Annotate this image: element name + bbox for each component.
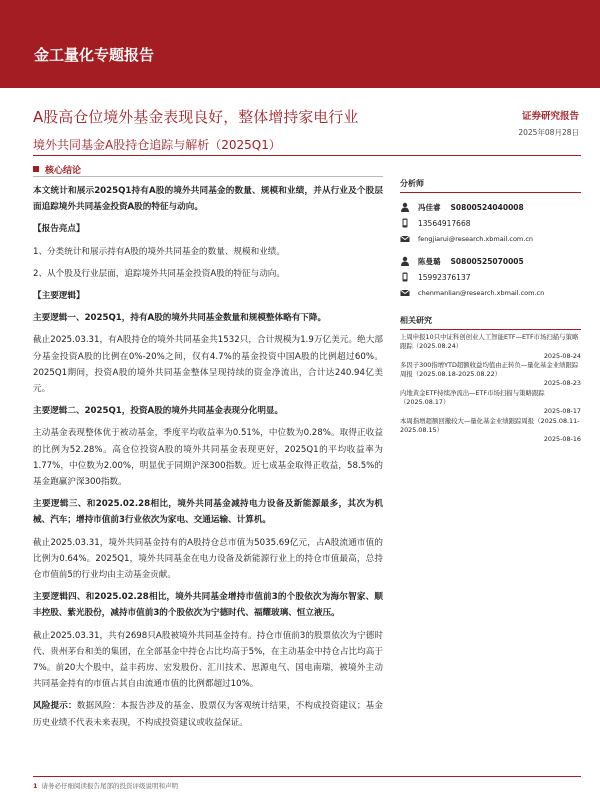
page-number: 1 [33, 782, 38, 790]
related-item-text: 上周申报10只中证科创创业人工智能ETF—ETF市场扫描与策略跟踪（2025.08.24） [400, 333, 579, 351]
report-title: A股高仓位境外基金表现良好，整体增持家电行业 [33, 108, 359, 126]
report-subtitle: 境外共同基金A股持仓追踪与解析（2025Q1） [33, 138, 281, 152]
related-item-date: 2025-08-23 [543, 379, 581, 388]
risk-note [33, 698, 383, 730]
related-item[interactable] [400, 389, 581, 417]
related-item[interactable] [400, 361, 581, 389]
title-divider [33, 155, 581, 156]
footer-divider [33, 776, 581, 777]
logic-text: 主动基金表现整体优于被动基金，季度平均收益率为0.51%，中位数为0.28%。取得正收益的比例为52.28%。高仓位投资A股的境外共同基金表现更好，2025Q1的平均收益率为1.77%，中位数为2.00%，明显优于同期沪深300指数。近七成基金取得正收益，58.5%的基金跑赢沪深300指数。 [33, 428, 383, 488]
phone-icon [400, 218, 410, 228]
logic-text: 截止2025.03.31，共有2698只A股被境外共同基金持有。持仓市值前3的股票依次为宁德时代、贵州茅台和美的集团，在全部基金中持仓占比均高于5%，在主动基金中持仓占比均高于7%。前20大个股中，益丰药房、宏发股份、汇川技术、思源电气、国电南瑞，被境外主动共同基金持有的市值占其自由流通市值的比例都超过10%。 [33, 630, 383, 690]
footer [33, 781, 178, 790]
analyst-code: S0800524040008 [450, 202, 524, 212]
logic-head: 主要逻辑二、2025Q1，投资A股的境外共同基金表现分化明显。 [33, 406, 284, 417]
logic-text: 截止2025.03.31，有A股持仓的境外共同基金共1532只，合计规模为1.9万亿美元。绝大部分基金投资A股的比例在0%-20%之间，仅有4.7%的基金投资中国A股的比例超过60%。2025Q1期间，投资A股的境外共同基金整体呈现持续的资金净流出，合计达240.94亿美元。 [33, 335, 383, 395]
logic-head: 主要逻辑四、和2025.02.28相比，境外共同基金增持市值前3的个股依次为海尔智家、顺丰控股、紫光股份，减持市值前3的个股依次为宁德时代、福耀玻璃、恒立液压。 [33, 592, 383, 619]
related-item[interactable] [400, 333, 581, 361]
analyst-code: S0800525070005 [450, 256, 524, 266]
analyst-email[interactable]: fengjiarui@research.xbmail.com.cn [418, 235, 534, 243]
person-icon [400, 256, 410, 266]
core-divider [33, 176, 383, 177]
person-icon [400, 202, 410, 212]
logic-text: 截止2025.03.31，境外共同基金持有的A股持仓总市值为5035.69亿元，占A股流通市值的比例为0.64%。2025Q1，境外共同基金在电力设备及新能源行业上的持仓市值最高，总持仓市值前5的行业均由主动基金贡献。 [33, 537, 383, 581]
analyst-name: 陈曼璐 [418, 256, 441, 266]
related-item-text: 多因子300指增YTD超额收益均值由正转负—量化基金业绩跟踪周报（2025.08.18-2025.08.22） [400, 360, 579, 379]
related-item-date: 2025-08-16 [543, 435, 581, 444]
related-item-date: 2025-08-17 [543, 407, 581, 416]
risk-text: 数据风险：本报告涉及的基金、股票仅为客观统计结果，不构成投资建议；基金历史业绩不代表未来表现，不构成投资建议或收益保证。 [33, 701, 383, 728]
related-item-text: 内地黄金ETF持续净流出—ETF市场扫描与策略跟踪（2025.08.17） [400, 388, 545, 407]
risk-label: 风险提示： [33, 701, 77, 712]
logic-head: 主要逻辑一、2025Q1，持有A股的境外共同基金数量和规模整体略有下降。 [33, 313, 327, 324]
main-body [33, 183, 383, 737]
bullet-icon [33, 166, 39, 172]
highlights-title: 【报告亮点】 [33, 224, 85, 235]
intro-paragraph: 本文统计和展示2025Q1持有A股的境外共同基金的数量、规模和业绩，并从行业及个股层面追踪境外共同基金投资A股的特征与动向。 [33, 186, 383, 213]
sidebar [400, 178, 581, 445]
related-item[interactable] [400, 417, 581, 445]
report-date: 2025年08月28日 [518, 128, 579, 137]
email-icon [400, 234, 410, 244]
highlight-item: 1、分类统计和展示持有A股的境外共同基金的数量、规模和业绩。 [33, 246, 285, 257]
disclaimer-text: 请务必仔细阅读报告尾部的投资评级说明和声明 [41, 782, 179, 790]
report-type: 证券研究报告 [521, 111, 579, 122]
analyst-email[interactable]: chenmanlian@research.xbmail.com.cn [418, 289, 545, 297]
analyst-card [400, 253, 581, 301]
logic-head: 主要逻辑三、和2025.02.28相比，境外共同基金减持电力设备及新能源最多，其次为机械、汽车；增持市值前3行业依次为家电、交通运输、计算机。 [33, 499, 383, 526]
phone-icon [400, 272, 410, 282]
analyst-heading: 分析师 [400, 178, 581, 193]
core-conclusion-label [33, 163, 81, 176]
highlight-item: 2、从个股及行业层面，追踪境外共同基金投资A股的特征与动向。 [33, 268, 285, 279]
analyst-phone: 13564917668 [418, 218, 471, 228]
logic-title: 【主要逻辑】 [33, 291, 85, 302]
header-title: 金工量化专题报告 [34, 46, 155, 64]
analyst-phone: 15992376137 [418, 272, 471, 282]
analyst-name: 冯佳睿 [418, 202, 441, 212]
related-item-text: 本周指增超额回撤较大—量化基金业绩跟踪周报（2025.08.11-2025.08.15） [400, 416, 580, 434]
email-icon [400, 288, 410, 298]
related-heading: 相关研究 [400, 315, 581, 330]
analyst-card [400, 199, 581, 247]
related-item-date: 2025-08-24 [543, 351, 581, 360]
related-list [400, 333, 581, 445]
core-label-text: 核心结论 [45, 166, 82, 176]
